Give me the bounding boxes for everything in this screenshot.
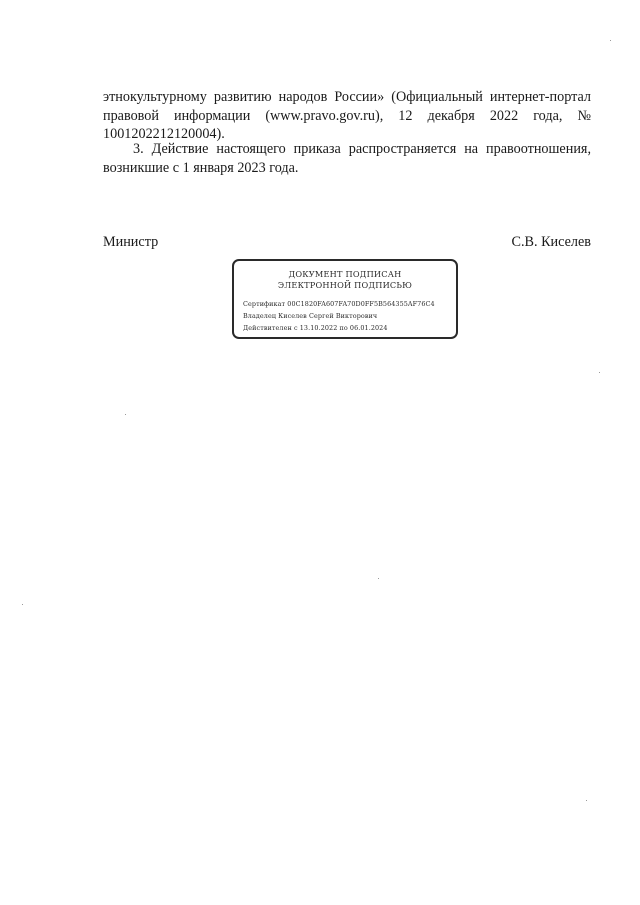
scan-speck	[599, 372, 600, 373]
electronic-signature-stamp	[232, 259, 458, 339]
text-line: возникшие с 1 января 2023 года.	[103, 159, 299, 176]
signature-block	[103, 234, 591, 254]
scan-speck	[378, 578, 379, 579]
stamp-heading-line: ДОКУМЕНТ ПОДПИСАН	[288, 269, 402, 279]
text-line: правовой информации (www.pravo.gov.ru), 12 декабря 2022 года, №	[103, 107, 591, 124]
text-line: 3. Действие настоящего приказа распространяется на правоотношения,	[133, 141, 591, 157]
signer-position: Министр	[103, 234, 159, 250]
signer-name: С.В. Киселев	[511, 234, 591, 250]
scan-speck	[586, 800, 587, 801]
stamp-owner: Владелец Киселев Сергей Викторович	[243, 312, 378, 320]
scan-speck	[610, 40, 611, 41]
stamp-certificate: Сертификат 00C1820FA607FA70D0FF5B564355AF76C4	[243, 300, 435, 308]
stamp-validity: Действителен с 13.10.2022 по 06.01.2024	[243, 324, 388, 332]
scan-speck	[22, 604, 23, 605]
stamp-heading-line: ЭЛЕКТРОННОЙ ПОДПИСЬЮ	[277, 280, 413, 290]
text-line: этнокультурному развитию народов России» (Официальный интернет-портал	[103, 89, 591, 105]
stamp-heading	[234, 269, 456, 291]
paragraph-publication-info	[103, 88, 591, 144]
text-line: 1001202212120004).	[103, 126, 225, 142]
paragraph-effective-date	[103, 140, 591, 177]
scan-speck	[125, 414, 126, 415]
